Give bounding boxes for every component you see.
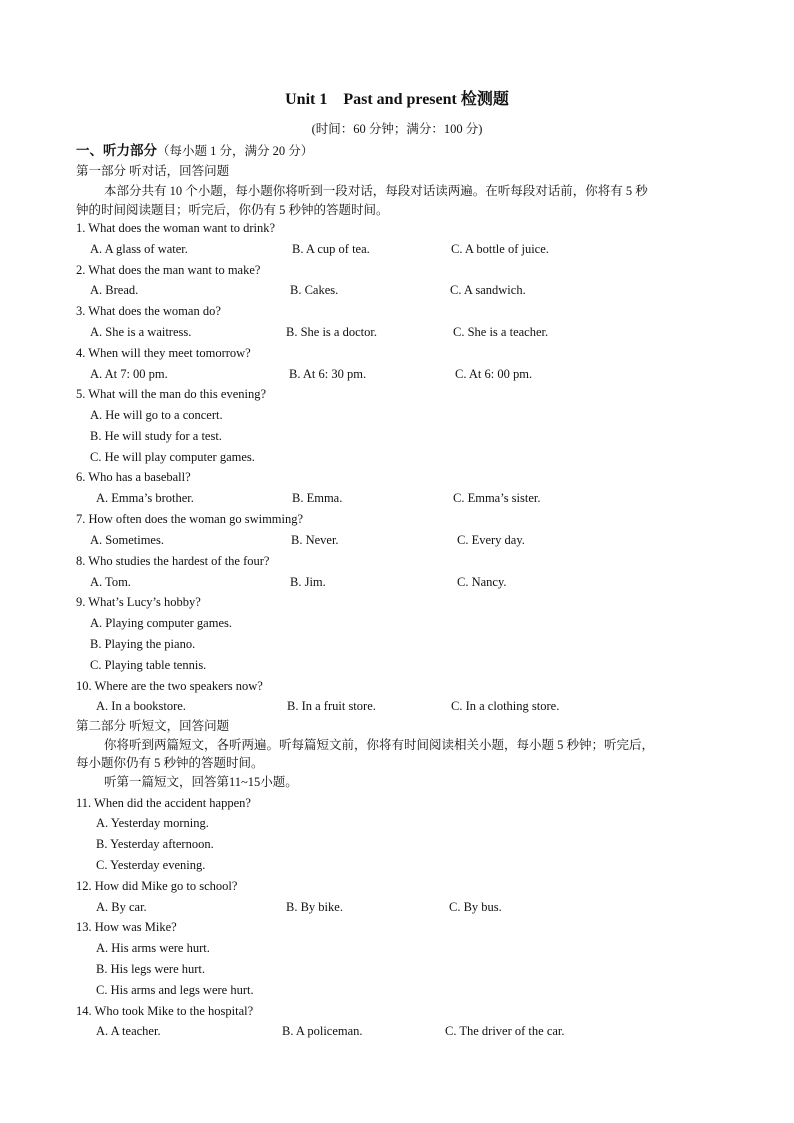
option: B. Never. — [291, 533, 339, 547]
option: B. A cup of tea. — [292, 242, 370, 256]
question: 10. Where are the two speakers now? — [76, 679, 263, 693]
option: C. Playing table tennis. — [90, 658, 207, 672]
option: B. At 6: 30 pm. — [289, 367, 367, 381]
option: B. Playing the piano. — [90, 637, 196, 651]
option: A. At 7: 00 pm. — [90, 367, 168, 381]
section-title: 一、听力部分 — [76, 143, 157, 158]
question: 4. When will they meet tomorrow? — [76, 346, 251, 360]
part2-intro-line1: 你将听到两篇短文，各听两遍。听每篇短文前，你将有时间阅读相关小题，每小题 5 秒钟；听完后， — [104, 738, 655, 752]
option: B. By bike. — [286, 900, 343, 914]
option: B. She is a doctor. — [286, 325, 377, 339]
option: C. Every day. — [457, 533, 525, 547]
option: B. Yesterday afternoon. — [96, 837, 214, 851]
option: A. A glass of water. — [90, 242, 188, 256]
option: B. He will study for a test. — [90, 429, 222, 443]
question: 8. Who studies the hardest of the four? — [76, 554, 270, 568]
option: B. His legs were hurt. — [96, 962, 206, 976]
option: A. Sometimes. — [90, 533, 164, 547]
option: C. By bus. — [449, 900, 502, 914]
question: 1. What does the woman want to drink? — [76, 221, 276, 235]
question: 13. How was Mike? — [76, 920, 177, 934]
option: A. She is a waitress. — [90, 325, 192, 339]
option: C. Yesterday evening. — [96, 858, 206, 872]
option: C. A bottle of juice. — [451, 242, 549, 256]
option: C. His arms and legs were hurt. — [96, 983, 254, 997]
question: 6. Who has a baseball? — [76, 470, 191, 484]
question: 12. How did Mike go to school? — [76, 879, 238, 893]
option: C. In a clothing store. — [451, 699, 560, 713]
question: 11. When did the accident happen? — [76, 796, 251, 810]
option: B. In a fruit store. — [287, 699, 376, 713]
part1-title: 第一部分 听对话，回答问题 — [76, 164, 230, 178]
option: A. Playing computer games. — [90, 616, 232, 630]
option: B. Emma. — [292, 491, 343, 505]
section-heading — [76, 143, 313, 159]
part1-intro-line2: 钟的时间阅读题目；听完后，你仍有 5 秒钟的答题时间。 — [76, 203, 389, 217]
option: C. He will play computer games. — [90, 450, 255, 464]
part2-intro-line2: 每小题你仍有 5 秒钟的答题时间。 — [76, 756, 264, 770]
option: A. Bread. — [90, 283, 139, 297]
option: C. At 6: 00 pm. — [455, 367, 533, 381]
option: A. In a bookstore. — [96, 699, 186, 713]
part2-intro-line3: 听第一篇短文，回答第11~15小题。 — [104, 775, 298, 789]
option: A. A teacher. — [96, 1024, 161, 1038]
option: B. Jim. — [290, 575, 326, 589]
page-title: Unit 1 Past and present 检测题 — [285, 91, 509, 108]
option: A. Tom. — [90, 575, 131, 589]
option: C. The driver of the car. — [445, 1024, 565, 1038]
option: B. A policeman. — [282, 1024, 363, 1038]
question: 2. What does the man want to make? — [76, 263, 261, 277]
option: A. By car. — [96, 900, 147, 914]
question: 9. What’s Lucy’s hobby? — [76, 595, 201, 609]
question: 14. Who took Mike to the hospital? — [76, 1004, 254, 1018]
option: A. He will go to a concert. — [90, 408, 223, 422]
option: C. She is a teacher. — [453, 325, 549, 339]
section-note: （每小题 1 分，满分 20 分） — [157, 144, 314, 158]
option: C. Nancy. — [457, 575, 507, 589]
option: A. His arms were hurt. — [96, 941, 210, 955]
option: C. A sandwich. — [450, 283, 526, 297]
option: A. Emma’s brother. — [96, 491, 194, 505]
question: 5. What will the man do this evening? — [76, 387, 267, 401]
option: A. Yesterday morning. — [96, 816, 209, 830]
question: 3. What does the woman do? — [76, 304, 221, 318]
option: C. Emma’s sister. — [453, 491, 541, 505]
option: B. Cakes. — [290, 283, 339, 297]
exam-time-score: (时间：60 分钟；满分：100 分) — [311, 122, 483, 136]
part2-title: 第二部分 听短文，回答问题 — [76, 719, 230, 733]
part1-intro-line1: 本部分共有 10 个小题，每小题你将听到一段对话，每段对话读两遍。在听每段对话前，你将有 5 秒 — [104, 184, 648, 198]
question: 7. How often does the woman go swimming? — [76, 512, 304, 526]
